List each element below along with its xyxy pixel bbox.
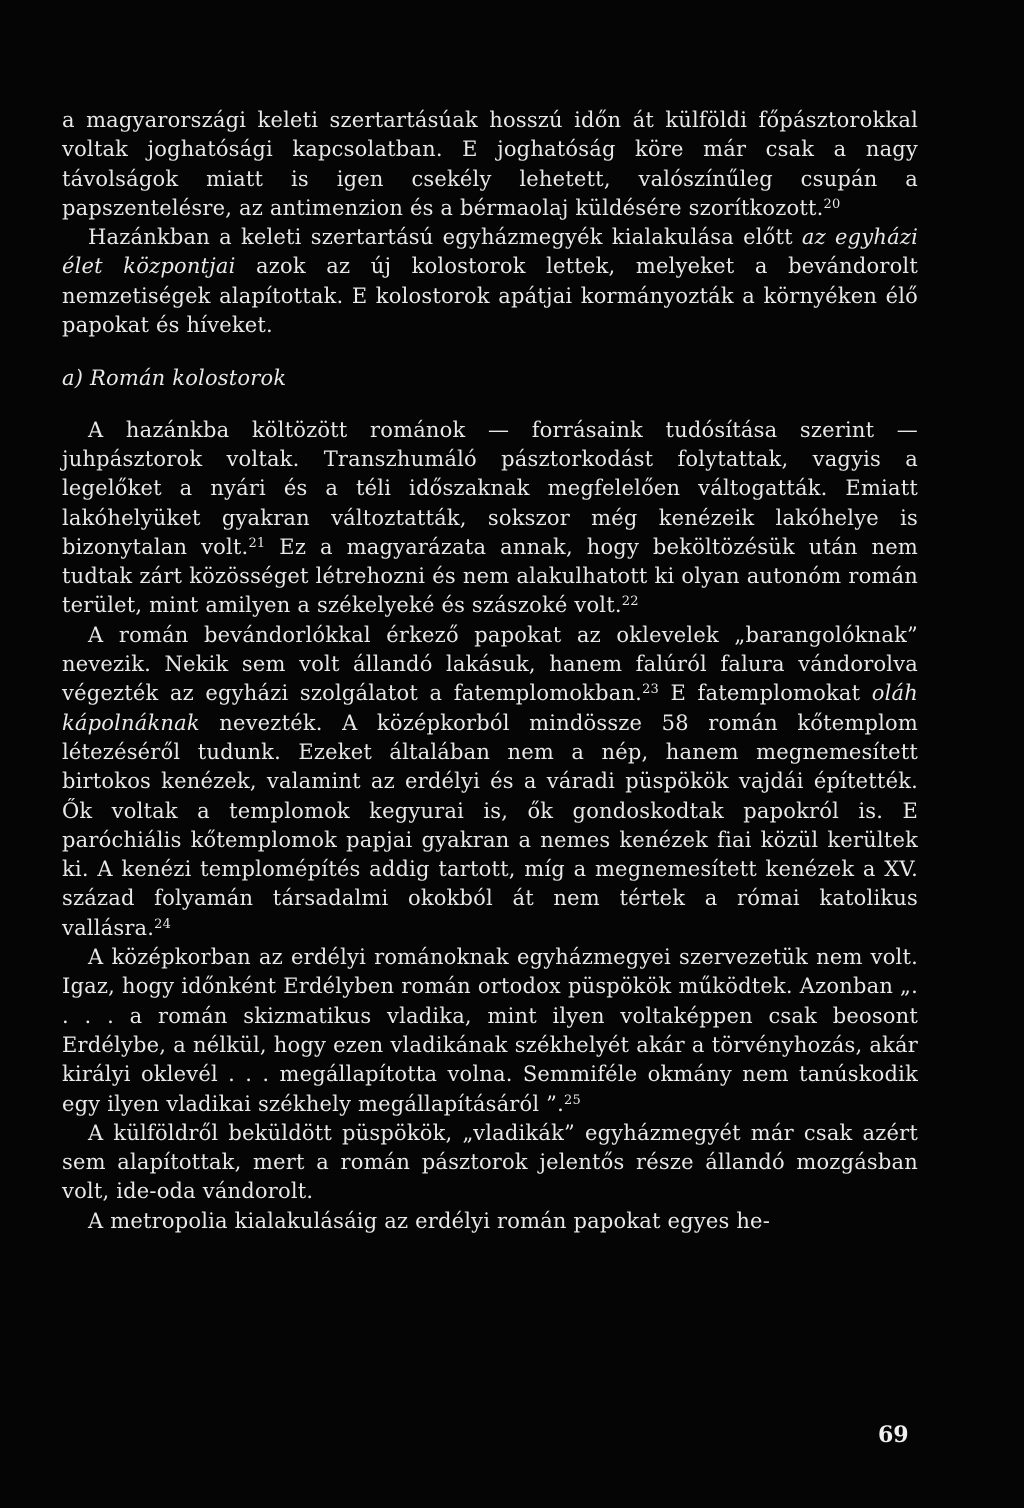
footnote-ref: 25 [564, 1092, 581, 1108]
emphasis-text: oláh kápolnáknak [62, 681, 918, 735]
text-run: Hazánkban a keleti szertartású egyházmegyék kialakulása előtt [88, 225, 802, 250]
emphasis-text: az egyházi élet központjai [62, 225, 918, 279]
text-run: A középkorban az erdélyi románoknak egyházmegyei szervezetük nem volt. Igaz, hogy időnként Erdélyben román ortodox püspökök működtek. Azonban „. . . . a román skizmatikus vladika, mint ilyen voltaképpen csak beosont Erdélybe, a nélkül, hogy ezen vladikának székhelyét akár a törvényhozás, akár királyi oklevél . . . megállapította volna. Semmiféle okmány nem tanúskodik egy ilyen vladikai székhely megállapításáról ”. [62, 945, 918, 1116]
text-run: Ez a magyarázata annak, hogy beköltözésük után nem tudtak zárt közösséget létrehozni és nem alakulhatott ki olyan autonóm román terület, mint amilyen a székelyeké és szászoké volt. [62, 534, 918, 618]
paragraph-p5 [62, 943, 918, 1119]
paragraph-p2 [62, 223, 918, 340]
paragraph-p1 [62, 106, 918, 223]
page-number: 69 [878, 1422, 909, 1448]
paragraph-p4 [62, 621, 918, 943]
text-run: E fatemplomokat [659, 681, 872, 706]
paragraph-p6 [62, 1119, 918, 1207]
footnote-ref: 24 [154, 916, 172, 932]
footnote-ref: 23 [642, 682, 660, 698]
text-run: A hazánkba költözött románok — forrásaink tudósítása szerint — juhpásztorok voltak. Transzhumáló pásztorkodást folytattak, vagyis a legelőket a nyári és a téli időszaknak megfelelően váltogatták. Emiatt lakóhelyüket gyakran változtatták, sokszor még kenézeik lakóhelye is bizonytalan volt. [62, 417, 918, 559]
section-heading-text: a) Román kolostorok [62, 366, 287, 391]
text-run: A román bevándorlókkal érkező papokat az oklevelek „barangolóknak” nevezik. Nekik sem volt állandó lakásuk, hanem falúról falura vándorolva végezték az egyházi szolgálatot a fatemplomokban. [62, 622, 918, 706]
text-run: azok az új kolostorok lettek, melyeket a bevándorolt nemzetiségek alapítottak. E kolostorok apátjai kormányozták a környéken élő papokat és híveket. [62, 254, 918, 338]
section-heading [62, 364, 918, 393]
text-run: a magyarországi keleti szertartásúak hosszú időn át külföldi főpásztorokkal voltak joghatósági kapcsolatban. E joghatóság köre már csak a nagy távolságok miatt is igen csekély lehetett, valószínűleg csupán a papszentelésre, az antimenzion és a bérmaolaj küldésére szorítkozott. [62, 108, 918, 220]
paragraph-p3 [62, 416, 918, 621]
footnote-ref: 20 [823, 196, 841, 212]
footnote-ref: 21 [248, 535, 266, 551]
text-run: nevezték. A középkorból mindössze 58 román kőtemplom létezéséről tudunk. Ezeket általában nem a nép, hanem megnemesített birtokos kenézek, valamint az erdélyi és a váradi püspökök vajdái építették. Ők voltak a templomok kegyurai is, ők gondoskodtak papokról is. E paróchiális kőtemplomok papjai gyakran a nemes kenézek fiai közül kerültek ki. A kenézi templomépítés addig tartott, míg a megnemesített kenézek a XV. század folyamán társadalmi okokból át nem tértek a római katolikus vallásra. [62, 710, 918, 940]
body-text [62, 106, 918, 1236]
text-run: A metropolia kialakulásáig az erdélyi román papokat egyes he- [88, 1208, 770, 1233]
paragraph-p7 [62, 1207, 918, 1236]
text-run: A külföldről beküldött püspökök, „vladikák” egyházmegyét már csak azért sem alapítottak, mert a román pásztorok jelentős része állandó mozgásban volt, ide-oda vándorolt. [62, 1120, 918, 1204]
footnote-ref: 22 [621, 594, 639, 610]
